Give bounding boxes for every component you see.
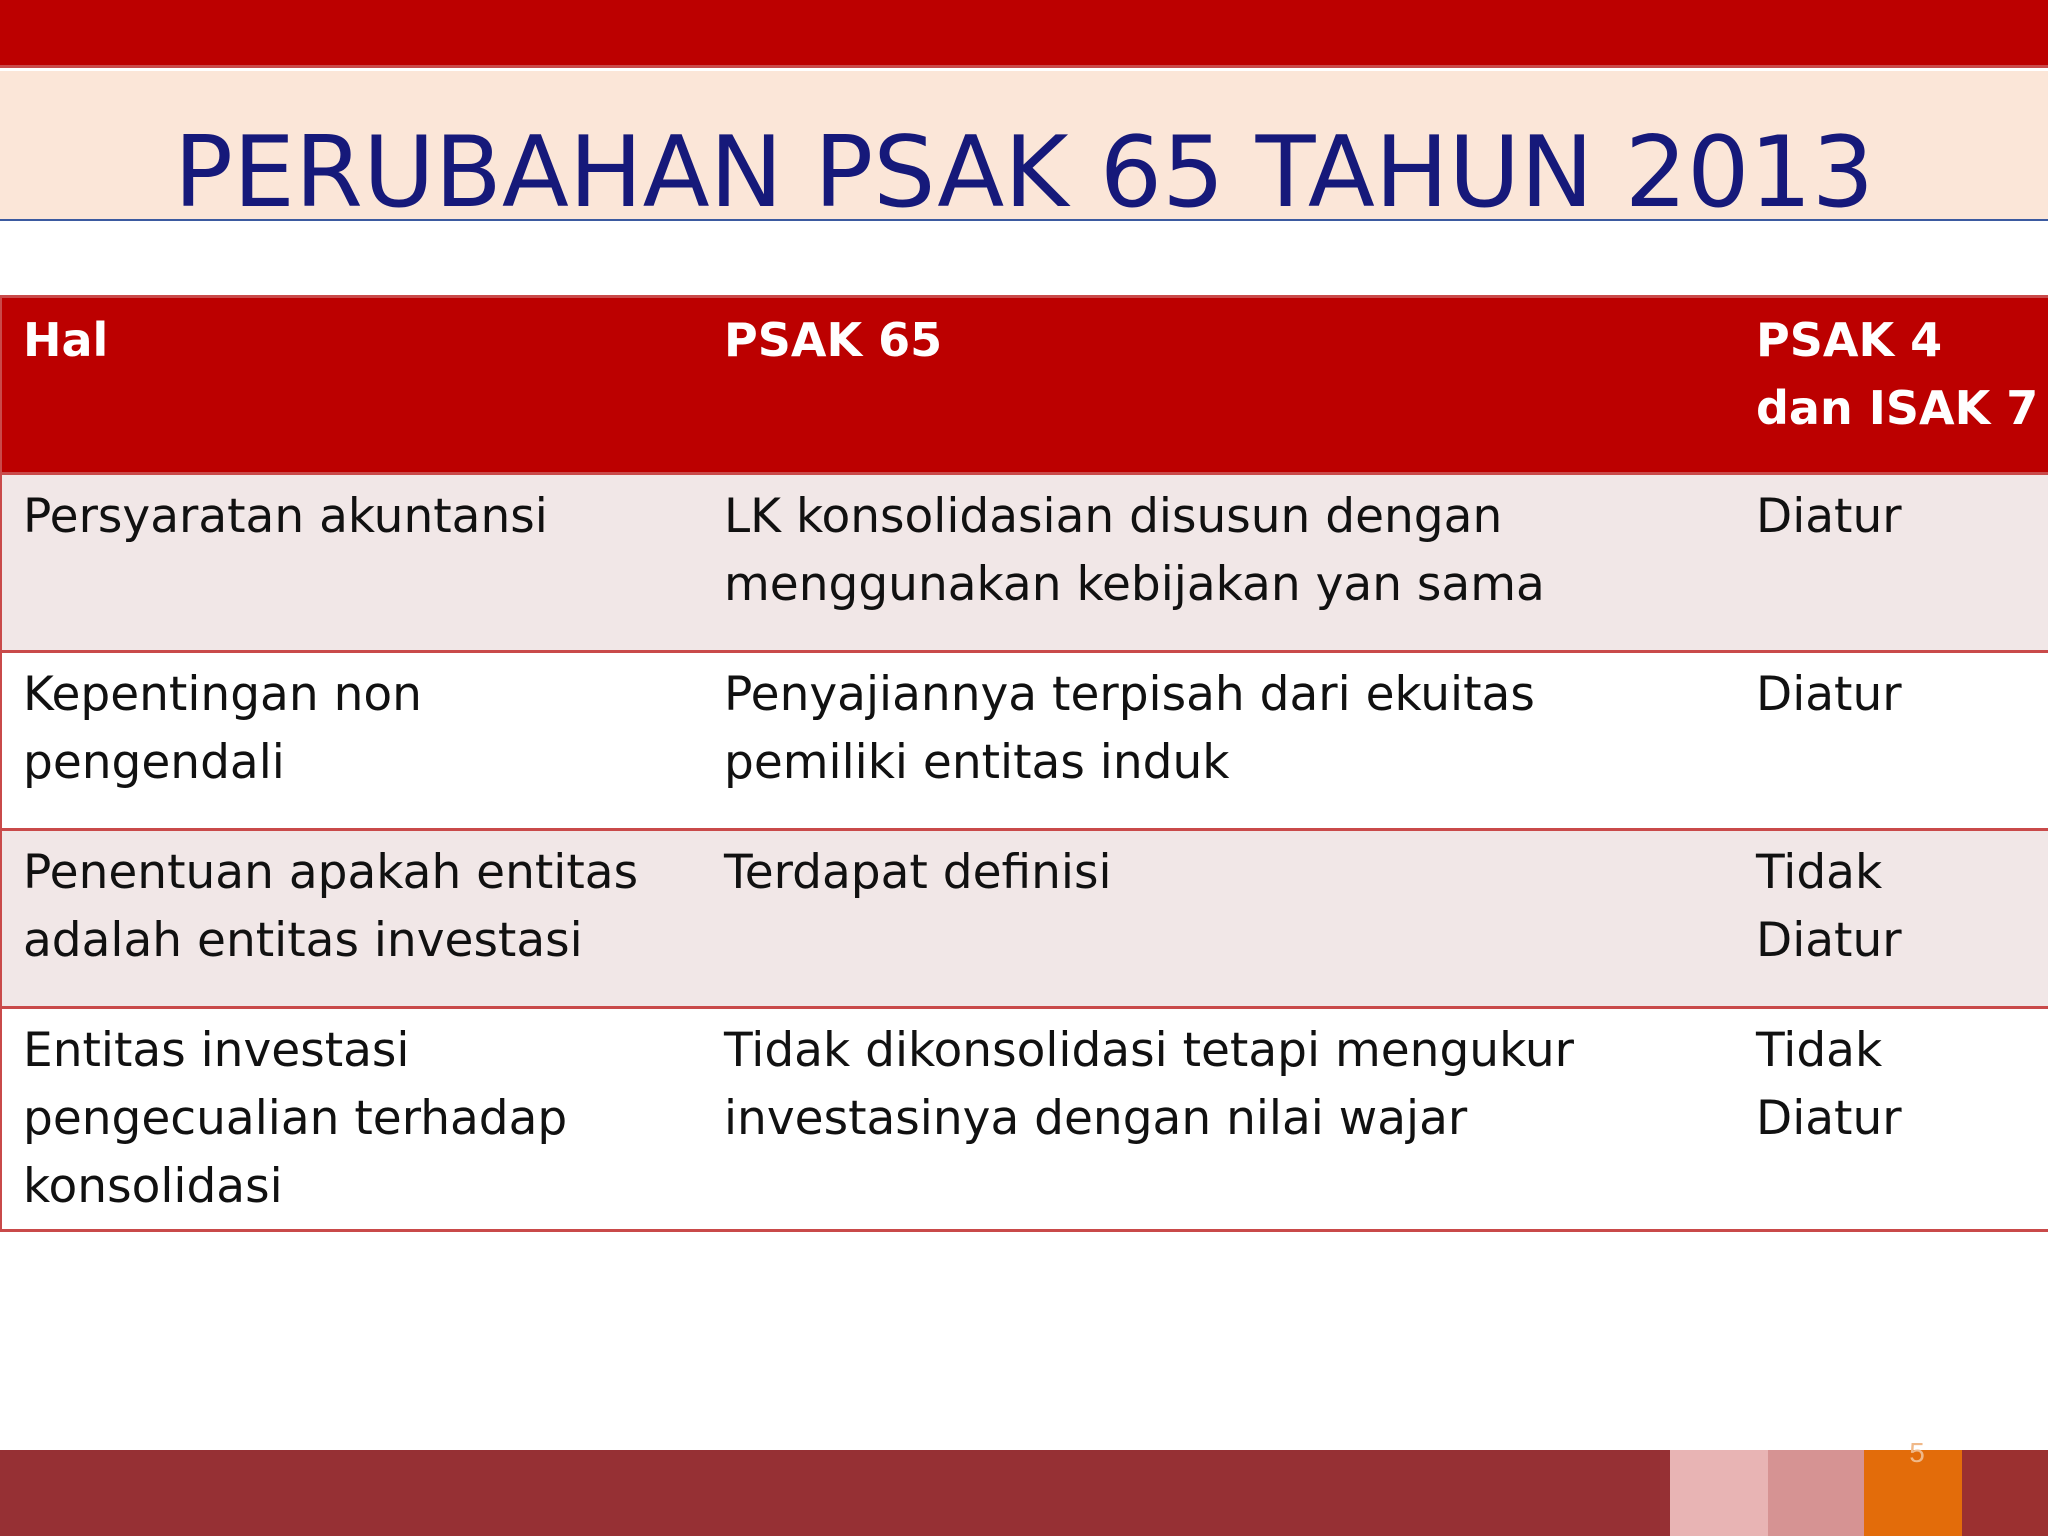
cell-psak-65: Tidak dikonsolidasi tetapi mengukur investasinya dengan nilai wajar xyxy=(703,1008,1735,1231)
comparison-table xyxy=(0,295,2048,1232)
cell-hal: Penentuan apakah entitas adalah entitas investasi xyxy=(1,830,703,1008)
footer-square-light-pink xyxy=(1670,1450,1768,1536)
table-row xyxy=(1,652,2048,830)
slide-title: PERUBAHAN PSAK 65 TAHUN 2013 xyxy=(173,116,1875,230)
header-hal: Hal xyxy=(1,297,703,474)
footer-bar xyxy=(0,1450,1670,1536)
table-row xyxy=(1,830,2048,1008)
cell-hal: Entitas investasi pengecualian terhadap konsolidasi xyxy=(1,1008,703,1231)
cell-hal: Kepentingan non pengendali xyxy=(1,652,703,830)
page-number: 5 xyxy=(1909,1437,1925,1468)
table-row xyxy=(1,1008,2048,1231)
cell-psak-65: LK konsolidasian disusun dengan menggunakan kebijakan yan sama xyxy=(703,474,1735,652)
footer-square-maroon xyxy=(1962,1450,2048,1536)
cell-psak-65: Terdapat definisi xyxy=(703,830,1735,1008)
cell-psak-4-isak-7: Tidak Diatur xyxy=(1735,830,2048,1008)
table-header-row xyxy=(1,297,2048,474)
table-row xyxy=(1,474,2048,652)
header-psak-4-isak-7: PSAK 4 dan ISAK 7 xyxy=(1735,297,2048,474)
top-banner xyxy=(0,0,2048,68)
cell-psak-65: Penyajiannya terpisah dari ekuitas pemiliki entitas induk xyxy=(703,652,1735,830)
header-psak-65: PSAK 65 xyxy=(703,297,1735,474)
cell-hal: Persyaratan akuntansi xyxy=(1,474,703,652)
cell-psak-4-isak-7: Tidak Diatur xyxy=(1735,1008,2048,1231)
cell-psak-4-isak-7: Diatur xyxy=(1735,652,2048,830)
footer-square-pink xyxy=(1768,1450,1864,1536)
cell-psak-4-isak-7: Diatur xyxy=(1735,474,2048,652)
